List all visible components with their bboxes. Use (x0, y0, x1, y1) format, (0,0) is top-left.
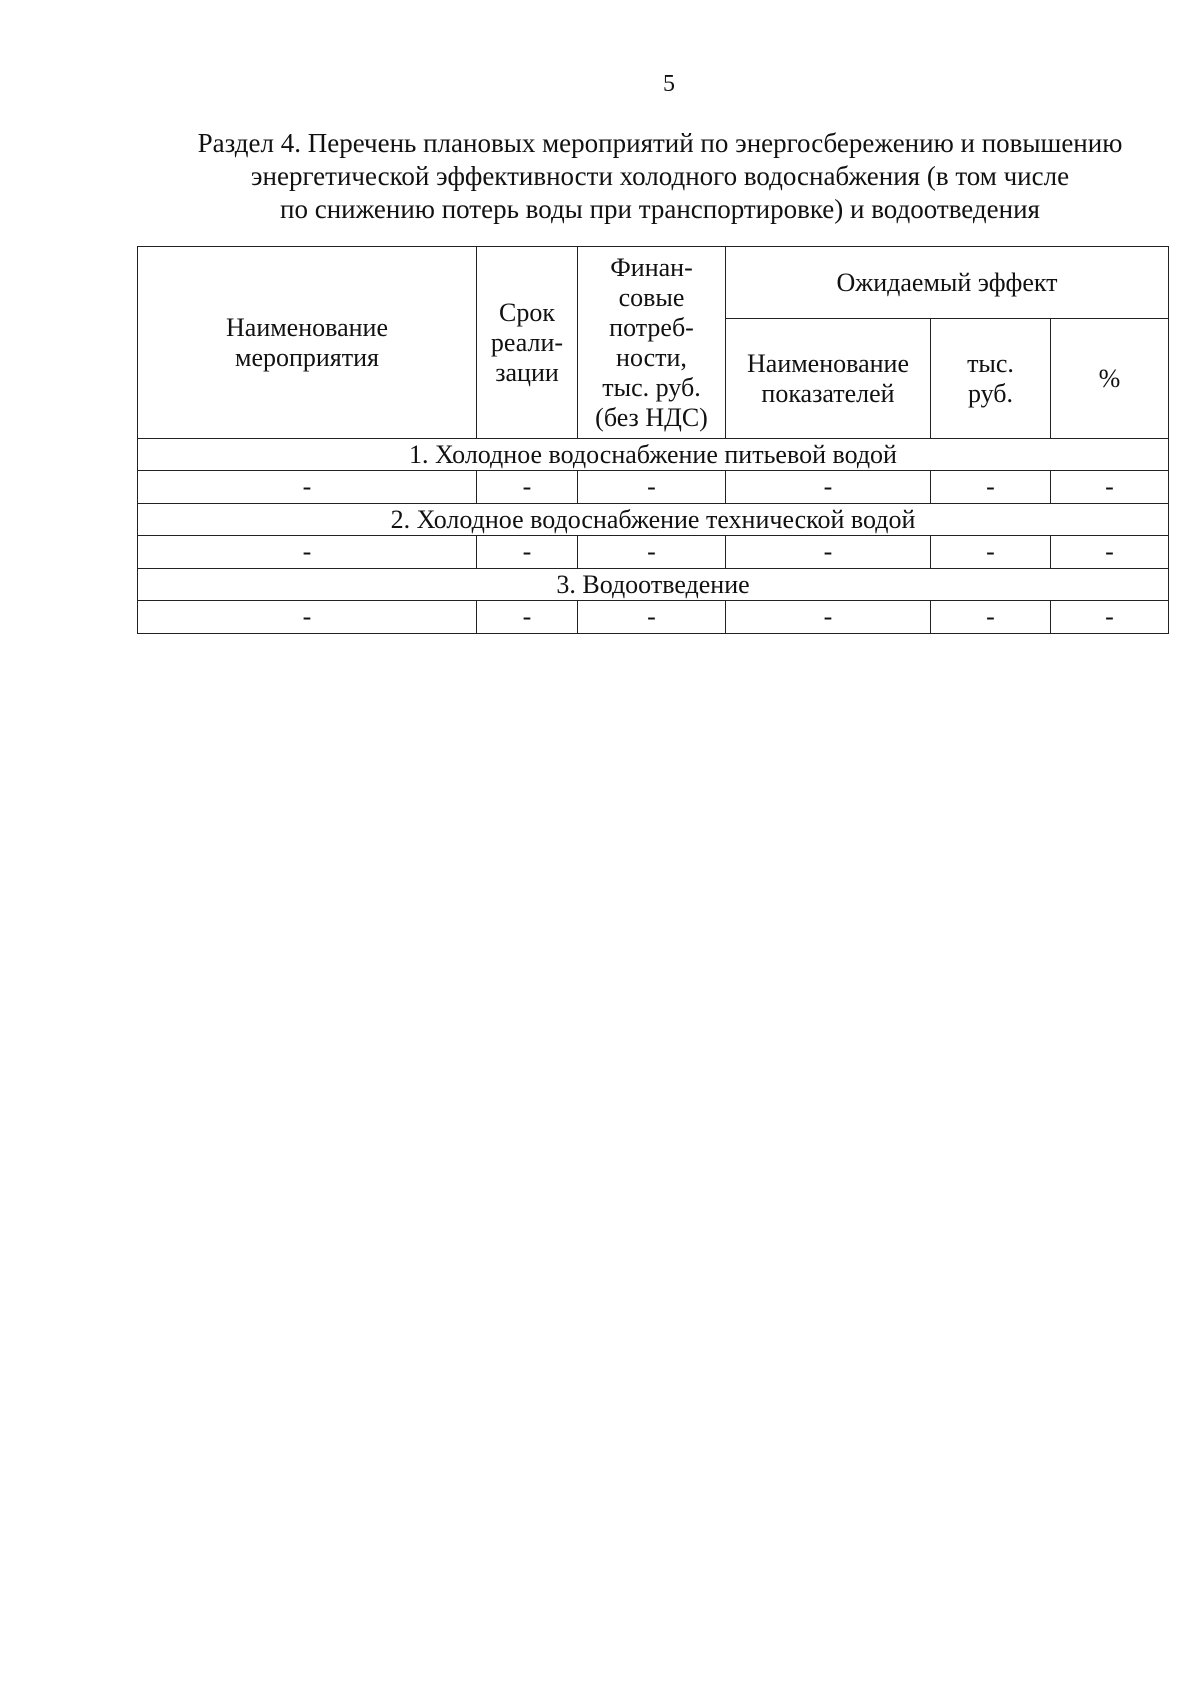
table-cell: - (578, 601, 726, 634)
table-section-row (138, 569, 1169, 601)
header-indicators-line: Наименование (747, 348, 909, 378)
section-heading: 3. Водоотведение (138, 569, 1169, 601)
header-indicators (726, 319, 931, 439)
header-finance-line: Финан- (610, 252, 693, 282)
table-row (138, 471, 1169, 504)
header-thousand-rub (931, 319, 1051, 439)
table-cell: - (578, 471, 726, 504)
table-cell: - (726, 601, 931, 634)
header-finance (578, 247, 726, 439)
section-title-line: по снижению потерь воды при транспортировке) и водоотведения (280, 194, 1040, 224)
table-section-row (138, 504, 1169, 536)
table-cell: - (1051, 471, 1169, 504)
header-measure-name (138, 247, 477, 439)
header-finance-line: потреб- (609, 312, 694, 342)
section-title (150, 127, 1170, 226)
table-row (138, 536, 1169, 569)
table-cell: - (931, 536, 1051, 569)
table-cell: - (931, 601, 1051, 634)
header-thousand-rub-line: руб. (967, 378, 1014, 408)
table-cell: - (477, 471, 578, 504)
header-finance-line: (без НДС) (595, 402, 708, 432)
table-cell: - (477, 601, 578, 634)
table-cell: - (138, 601, 477, 634)
measures-table (137, 246, 1169, 634)
table-header-row (138, 247, 1169, 319)
table-cell: - (477, 536, 578, 569)
header-percent: % (1051, 319, 1169, 439)
page-number: 5 (663, 71, 675, 97)
header-term (477, 247, 578, 439)
header-term-line: реали- (490, 327, 564, 357)
header-finance-line: совые (618, 282, 685, 312)
table-cell: - (931, 471, 1051, 504)
header-term-line: Срок (499, 297, 555, 327)
table-section-row (138, 439, 1169, 471)
section-title-line: энергетической эффективности холодного водоснабжения (в том числе (250, 161, 1070, 191)
table-cell: - (1051, 536, 1169, 569)
table-cell: - (726, 471, 931, 504)
header-expected-effect: Ожидаемый эффект (726, 247, 1169, 319)
header-finance-line: ности, (616, 342, 687, 372)
table-cell: - (138, 536, 477, 569)
header-finance-line: тыс. руб. (602, 372, 701, 402)
section-heading: 1. Холодное водоснабжение питьевой водой (138, 439, 1169, 471)
header-term-line: зации (495, 357, 559, 387)
section-heading: 2. Холодное водоснабжение технической водой (138, 504, 1169, 536)
table-cell: - (138, 471, 477, 504)
table-cell: - (1051, 601, 1169, 634)
table-row (138, 601, 1169, 634)
header-thousand-rub-line: тыс. (967, 348, 1014, 378)
header-measure-name-label: Наименование мероприятия (226, 312, 388, 372)
header-indicators-line: показателей (761, 378, 895, 408)
section-title-line: Раздел 4. Перечень плановых мероприятий по энергосбережению и повышению (197, 128, 1123, 158)
table-cell: - (726, 536, 931, 569)
table-cell: - (578, 536, 726, 569)
